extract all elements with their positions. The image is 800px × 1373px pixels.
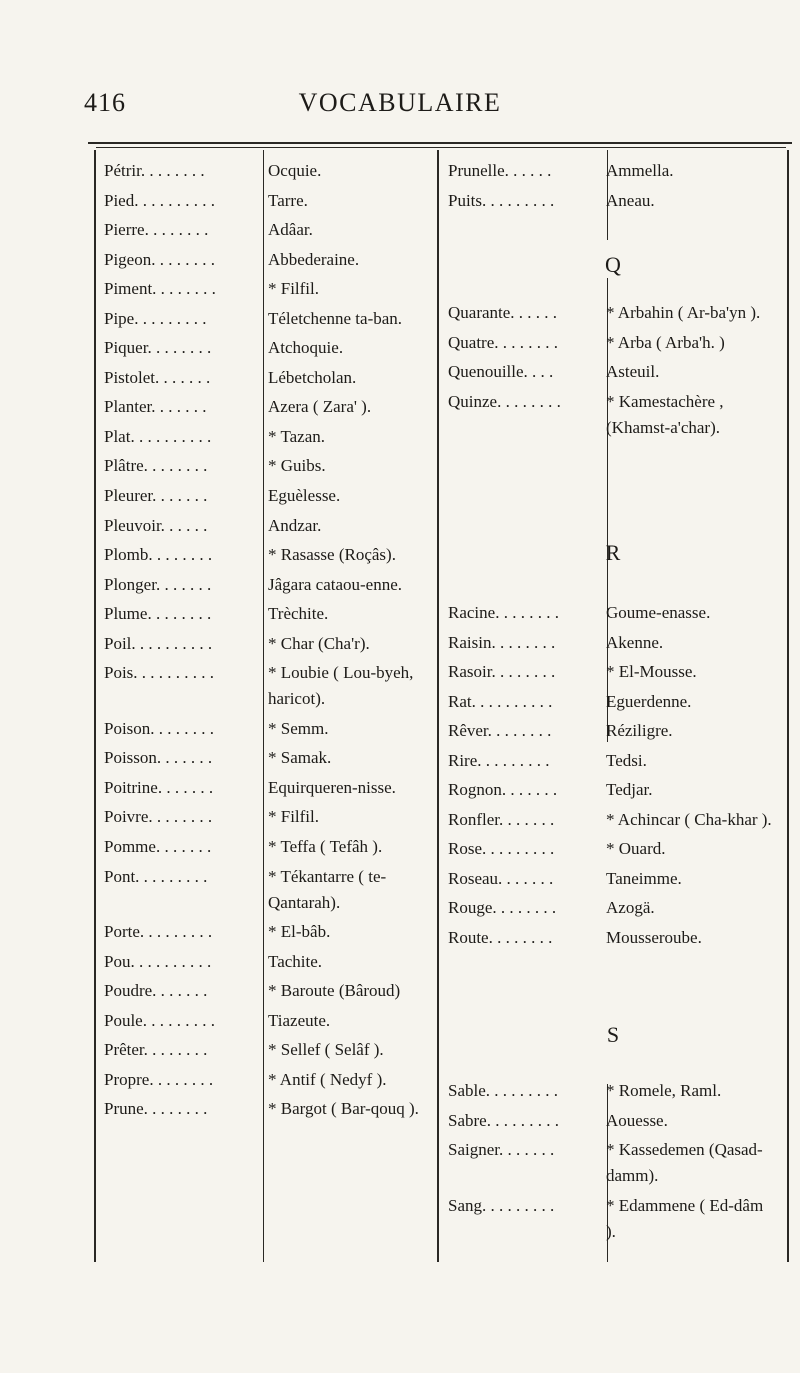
entry-row [104, 864, 434, 916]
top-rule-thin [96, 147, 786, 148]
right-column-s [448, 1078, 784, 1248]
entry-gloss: * Tazan. [268, 426, 326, 446]
entry-term: Pont. . . . . . . . . [104, 866, 208, 886]
entry-term: Poil. . . . . . . . . . [104, 633, 213, 653]
entry-gloss: Ocquie. [268, 161, 322, 180]
entry-gloss: Tedsi. [606, 750, 647, 770]
column-rule [787, 150, 789, 1262]
entry-term: Pipe. . . . . . . . . [104, 308, 207, 328]
entry-term: Planter. . . . . . . [104, 397, 207, 417]
entry-row [448, 895, 784, 921]
entry-row [104, 365, 434, 391]
entry-row [104, 158, 434, 184]
entry-term: Pomme. . . . . . . [104, 837, 212, 857]
entry-term: Poule. . . . . . . . . [104, 1010, 215, 1030]
entry-term: Rêver. . . . . . . . [448, 721, 552, 741]
entry-gloss: * Char (Cha'r). [268, 633, 370, 653]
entry-row [104, 601, 434, 627]
entry-row [104, 513, 434, 539]
entry-gloss: * Ouard. [606, 839, 666, 859]
entry-term: Plume. . . . . . . . [104, 604, 212, 624]
entry-gloss: Eguerdenne. [606, 691, 692, 711]
entry-gloss: * Bargot ( Bar-qouq ). [268, 1099, 419, 1119]
entry-gloss: Atchoquie. [268, 338, 344, 358]
entry-term: Porte. . . . . . . . . [104, 922, 213, 942]
entry-row [448, 389, 784, 441]
entry-gloss: Aouesse. [606, 1110, 668, 1130]
entry-gloss: * Loubie ( Lou-byeh, haricot). [268, 663, 414, 709]
entry-row [104, 394, 434, 420]
entry-term: Pigeon. . . . . . . . [104, 249, 215, 269]
entry-term: Sang. . . . . . . . . [448, 1195, 555, 1215]
entry-term: Plat. . . . . . . . . . [104, 426, 212, 446]
column-rule [94, 150, 96, 1262]
entry-term: Poivre. . . . . . . . [104, 807, 213, 827]
entry-term: Plonger. . . . . . . [104, 574, 212, 594]
entry-gloss: * Samak. [268, 748, 332, 768]
entry-gloss: * Sellef ( Selâf ). [268, 1040, 384, 1060]
entry-gloss: * Romele, Raml. [606, 1081, 722, 1100]
section-letter-r: R [605, 540, 621, 565]
entry-row [104, 804, 434, 830]
entry-row [448, 158, 784, 184]
entry-gloss: Tedjar. [606, 780, 653, 800]
entry-term: Piment. . . . . . . . [104, 279, 216, 299]
entry-gloss: * Tékantarre ( te-Qantarah). [268, 866, 387, 912]
entry-term: Propre. . . . . . . . [104, 1069, 214, 1089]
entry-term: Sable. . . . . . . . . [448, 1081, 559, 1100]
entry-term: Sabre. . . . . . . . . [448, 1110, 559, 1130]
entry-term: Rasoir. . . . . . . . [448, 662, 556, 682]
entry-row [448, 600, 784, 626]
entry-row [104, 919, 434, 945]
running-title: VOCABULAIRE [298, 88, 502, 117]
entry-term: Pistolet. . . . . . . [104, 367, 211, 387]
top-rule [88, 142, 792, 144]
entry-row [104, 306, 434, 332]
entry-term: Poisson. . . . . . . [104, 748, 213, 768]
entry-gloss: Equirqueren-nisse. [268, 777, 396, 797]
entry-row [448, 689, 784, 715]
entry-term: Plâtre. . . . . . . . [104, 456, 208, 476]
entry-row [104, 335, 434, 361]
entry-gloss: * Arba ( Arba'h. ) [606, 332, 725, 352]
entry-term: Roseau. . . . . . . [448, 868, 554, 888]
entry-term: Rognon. . . . . . . [448, 780, 558, 800]
entry-term: Pou. . . . . . . . . . [104, 951, 212, 971]
entry-gloss: * Arbahin ( Ar-ba'yn ). [606, 303, 761, 322]
entry-term: Quenouille. . . . [448, 362, 554, 382]
entry-row [448, 718, 784, 744]
section-letter-q: Q [605, 252, 621, 277]
entry-row [448, 659, 784, 685]
entry-row [448, 1193, 784, 1245]
entry-gloss: * Filfil. [268, 279, 320, 299]
entry-gloss: Mousseroube. [606, 928, 702, 948]
entry-term: Pleurer. . . . . . . [104, 486, 208, 506]
entry-gloss: * Guibs. [268, 456, 326, 476]
entry-row [104, 276, 434, 302]
entry-row [448, 330, 784, 356]
entry-term: Pétrir. . . . . . . . [104, 161, 205, 180]
entry-term: Saigner. . . . . . . [448, 1140, 555, 1160]
entry-term: Pleuvoir. . . . . . [104, 515, 208, 535]
entry-term: Poison. . . . . . . . [104, 718, 215, 738]
entry-term: Quatre. . . . . . . . [448, 332, 559, 352]
entry-gloss: * Teffa ( Tefâh ). [268, 837, 383, 857]
page-number: 416 [84, 88, 126, 117]
entry-gloss: * Edammene ( Ed-dâm ). [606, 1195, 764, 1241]
entry-row [448, 300, 784, 326]
entry-row [104, 188, 434, 214]
right-column-r [448, 600, 784, 955]
entry-gloss: * Filfil. [268, 807, 320, 827]
entry-gloss: Trèchite. [268, 604, 329, 624]
entry-row [104, 775, 434, 801]
entry-term: Piquer. . . . . . . . [104, 338, 212, 358]
entry-row [104, 483, 434, 509]
entry-gloss: Azera ( Zara' ). [268, 397, 372, 417]
entry-term: Ronfler. . . . . . . [448, 809, 555, 829]
entry-gloss: Adâar. [268, 220, 313, 240]
entry-row [104, 572, 434, 598]
entry-gloss: * Kamestachère , (Khamst-a'char). [606, 391, 724, 437]
entry-gloss: Aneau. [606, 190, 655, 210]
entry-term: Puits. . . . . . . . . [448, 190, 555, 210]
entry-gloss: Réziligre. [606, 721, 673, 741]
entry-term: Quinze. . . . . . . . [448, 391, 561, 411]
entry-row [448, 925, 784, 951]
entry-term: Pierre. . . . . . . . [104, 220, 209, 240]
entry-term: Quarante. . . . . . [448, 303, 558, 322]
entry-gloss: * El-Mousse. [606, 662, 697, 682]
entry-gloss: * El-bâb. [268, 922, 331, 942]
entry-row [104, 453, 434, 479]
entry-gloss: Tiazeute. [268, 1010, 331, 1030]
entry-row [104, 716, 434, 742]
entry-term: Pois. . . . . . . . . . [104, 663, 215, 683]
entry-gloss: * Kassedemen (Qasad-damm). [606, 1140, 763, 1186]
entry-gloss: Tarre. [268, 190, 308, 210]
entry-row [104, 542, 434, 568]
entry-row [448, 630, 784, 656]
entry-row [104, 834, 434, 860]
entry-gloss: Taneimme. [606, 868, 682, 888]
entry-row [104, 631, 434, 657]
entry-row [448, 1078, 784, 1104]
entry-term: Route. . . . . . . . [448, 928, 553, 948]
entry-row [104, 217, 434, 243]
entry-term: Poitrine. . . . . . . [104, 777, 214, 797]
entry-gloss: Goume-enasse. [606, 603, 711, 622]
entry-term: Prune. . . . . . . . [104, 1099, 208, 1119]
left-column [104, 158, 434, 1126]
entry-term: Prêter. . . . . . . . [104, 1040, 208, 1060]
entry-gloss: Ammella. [606, 161, 674, 180]
entry-row [104, 1067, 434, 1093]
entry-row [448, 748, 784, 774]
entry-gloss: * Achincar ( Cha-khar ). [606, 809, 772, 829]
entry-term: Prunelle. . . . . . [448, 161, 552, 180]
entry-term: Raisin. . . . . . . . [448, 632, 556, 652]
entry-gloss: Asteuil. [606, 362, 660, 382]
right-column-q [448, 300, 784, 444]
entry-term: Rat. . . . . . . . . . [448, 691, 553, 711]
entry-row [448, 866, 784, 892]
entry-row [104, 1008, 434, 1034]
entry-row [448, 807, 784, 833]
entry-gloss: * Rasasse (Roçâs). [268, 545, 396, 565]
column-rule [437, 150, 439, 1262]
entry-gloss: Jâgara cataou-enne. [268, 574, 403, 594]
entry-row [104, 1096, 434, 1122]
entry-row [448, 1108, 784, 1134]
entry-term: Rose. . . . . . . . . [448, 839, 555, 859]
section-letter-s: S [606, 1022, 620, 1047]
entry-row [448, 1137, 784, 1189]
entry-row [104, 424, 434, 450]
entry-term: Plomb. . . . . . . . [104, 545, 213, 565]
entry-row [104, 247, 434, 273]
entry-row [448, 188, 784, 214]
entry-term: Racine. . . . . . . . [448, 603, 559, 622]
entry-gloss: * Semm. [268, 718, 329, 738]
entry-row [448, 359, 784, 385]
entry-row [104, 1037, 434, 1063]
entry-gloss: * Antif ( Nedyf ). [268, 1069, 387, 1089]
entry-gloss: Abbederaine. [268, 249, 360, 269]
entry-row [104, 978, 434, 1004]
entry-row [104, 949, 434, 975]
entry-row [104, 745, 434, 771]
entry-row [448, 777, 784, 803]
entry-row [104, 660, 434, 712]
entry-gloss: * Baroute (Bâroud) [268, 981, 401, 1001]
entry-term: Rouge. . . . . . . . [448, 898, 557, 918]
entry-gloss: Tachite. [268, 951, 323, 971]
entry-gloss: Azogä. [606, 898, 655, 918]
entry-term: Pied. . . . . . . . . . [104, 190, 215, 210]
entry-gloss: Akenne. [606, 632, 664, 652]
entry-row [448, 836, 784, 862]
entry-gloss: Andzar. [268, 515, 322, 535]
entry-gloss: Lébetcholan. [268, 367, 357, 387]
entry-gloss: Eguèlesse. [268, 486, 341, 506]
entry-term: Poudre. . . . . . . [104, 981, 208, 1001]
entry-term: Rire. . . . . . . . . [448, 750, 550, 770]
entry-gloss: Téletchenne ta-ban. [268, 308, 403, 328]
right-column-p [448, 158, 784, 217]
